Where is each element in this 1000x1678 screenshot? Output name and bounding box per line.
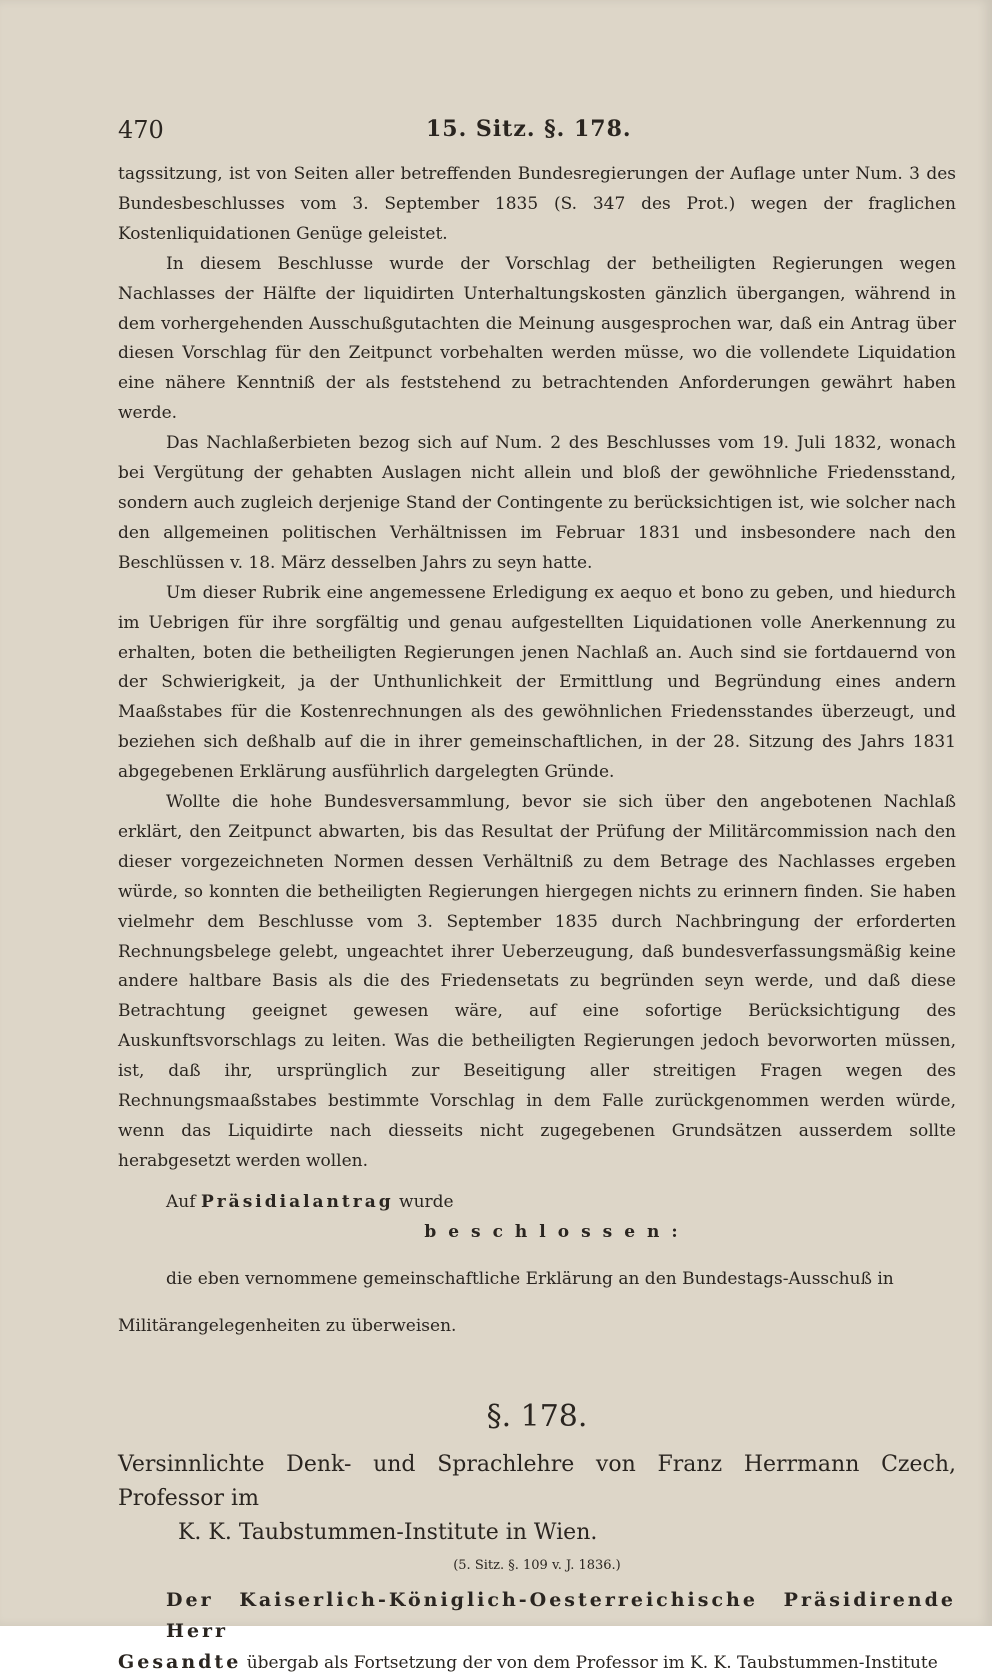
paragraph: Um dieser Rubrik eine angemessene Erledigung ex aequo et bono zu geben, und hiedurch im Uebrigen für ihre sorgfältig und genau aufgestellten Liquidationen volle Anerkennung zu erhalten, boten die betheiligten Regierungen jenen Nachlaß an. Auch sind sie fortdauernd von der Schwierigkeit, ja der Unthunlichkeit der Ermittlung und Begründung eines andern Maaßstabes für die Kostenrechnungen als des gewöhnlichen Friedensstandes überzeugt, und beziehen sich deßhalb auf die in ihrer gemeinschaftlichen, in der 28. Sitzung des Jahrs 1831 abgegebenen Erklärung ausführlich dargelegten Gründe. — [118, 582, 956, 783]
closing-spaced: Der Kaiserlich-Königlich-Oesterreichische Präsidirende Herr — [166, 1588, 956, 1642]
resolution-text: die eben vernommene gemeinschaftliche Erklärung an den Bundestags-Ausschuß in — [166, 1268, 894, 1289]
section-heading-cont: K. K. Taubstummen-Institute in Wien. — [178, 1519, 598, 1545]
paragraph: tagssitzung, ist von Seiten aller betreffenden Bundesregierungen der Auflage unter Num. 3 des Bundesbeschlusses vom 3. September 1835 (S. 347 des Prot.) wegen der fraglichen Kostenliquidationen Genüge geleistet. — [118, 164, 956, 244]
resolution-intro — [118, 1187, 956, 1217]
section-reference: (5. Sitz. §. 109 v. J. 1836.) — [453, 1557, 621, 1573]
body-text — [118, 160, 956, 1177]
section-title: §. 178. — [486, 1398, 588, 1434]
resolved-word: beschlossen: — [424, 1221, 690, 1242]
closing-paragraph — [118, 1585, 956, 1647]
paragraph: Wollte die hohe Bundesversammlung, bevor sie sich über den angebotenen Nachlaß erklärt, den Zeitpunct abwarten, bis das Resultat der Prüfung der Militärcommission nach den dieser vorgezeichneten Normen dessen Verhältniß zu dem Betrage des Nachlasses ergeben würde, so konnten die betheiligten Regierungen hiergegen nichts zu erinnern finden. Sie haben vielmehr dem Beschlusse vom 3. September 1835 durch Nachbringung der erforderten Rechnungsbelege gelebt, ungeachtet ihrer Ueberzeugung, daß bundesverfassungsmäßig keine andere haltbare Basis als die des Friedensetats zu begründen seyn werde, und daß diese Betrachtung geeignet gewesen wäre, auf eine sofortige Berücksichtigung des Auskunftsvorschlags zu leiten. Was die betheiligten Regierungen jedoch bevorworten müssen, ist, daß ihr, ursprünglich zur Beseitigung aller streitigen Fragen wegen des Rechnungsmaaßstabes bestimmte Vorschlag in dem Falle zurückgenommen werden würde, wenn das Liquidirte nach diesseits nicht zugegebenen Grundsätzen ausserdem sollte herabgesetzt werden wollen. — [118, 792, 956, 1171]
resolution-text-cont: Militärangelegenheiten zu überweisen. — [118, 1315, 457, 1336]
page-content — [118, 110, 956, 1678]
section-heading: Versinnlichte Denk- und Sprachlehre von Franz Herrmann Czech, Professor im — [118, 1451, 956, 1511]
resolution-intro-suffix: wurde — [399, 1191, 454, 1212]
resolution-intro-prefix: Auf — [166, 1191, 196, 1212]
paragraph: In diesem Beschlusse wurde der Vorschlag der betheiligten Regierungen wegen Nachlasses der Hälfte der liquidirten Unterhaltungskosten gänzlich übergangen, während in dem vorhergehenden Ausschußgutachten die Meinung ausgesprochen war, daß ein Antrag über diesen Vorschlag für den Zeitpunct vorbehalten werden müsse, wo die vollendete Liquidation eine nähere Kenntniß der als feststehend zu betrachtenden Anforderungen gewährt haben werde. — [118, 253, 956, 424]
closing-rest: übergab als Fortsetzung der von dem Professor im K. K. Taubstummen-Institute — [246, 1652, 938, 1673]
resolution-intro-spaced: Präsidialantrag — [200, 1191, 394, 1212]
closing-paragraph-cont — [118, 1647, 956, 1678]
page-number: 470 — [118, 116, 164, 144]
running-head: 15. Sitz. §. 178. — [426, 116, 632, 142]
paragraph: Das Nachlaßerbieten bezog sich auf Num. 2 des Beschlusses vom 19. Juli 1832, wonach bei Vergütung der gehabten Auslagen nicht allein und bloß der gewöhnliche Friedensstand, sondern auch zugleich derjenige Stand der Contingente zu berücksichtigen ist, wie solcher nach den allgemeinen politischen Verhältnissen im Februar 1831 und insbesondere nach den Beschlüssen v. 18. März desselben Jahrs zu seyn hatte. — [118, 433, 956, 573]
page-header — [118, 110, 956, 150]
closing-spaced2: Gesandte — [118, 1650, 242, 1673]
